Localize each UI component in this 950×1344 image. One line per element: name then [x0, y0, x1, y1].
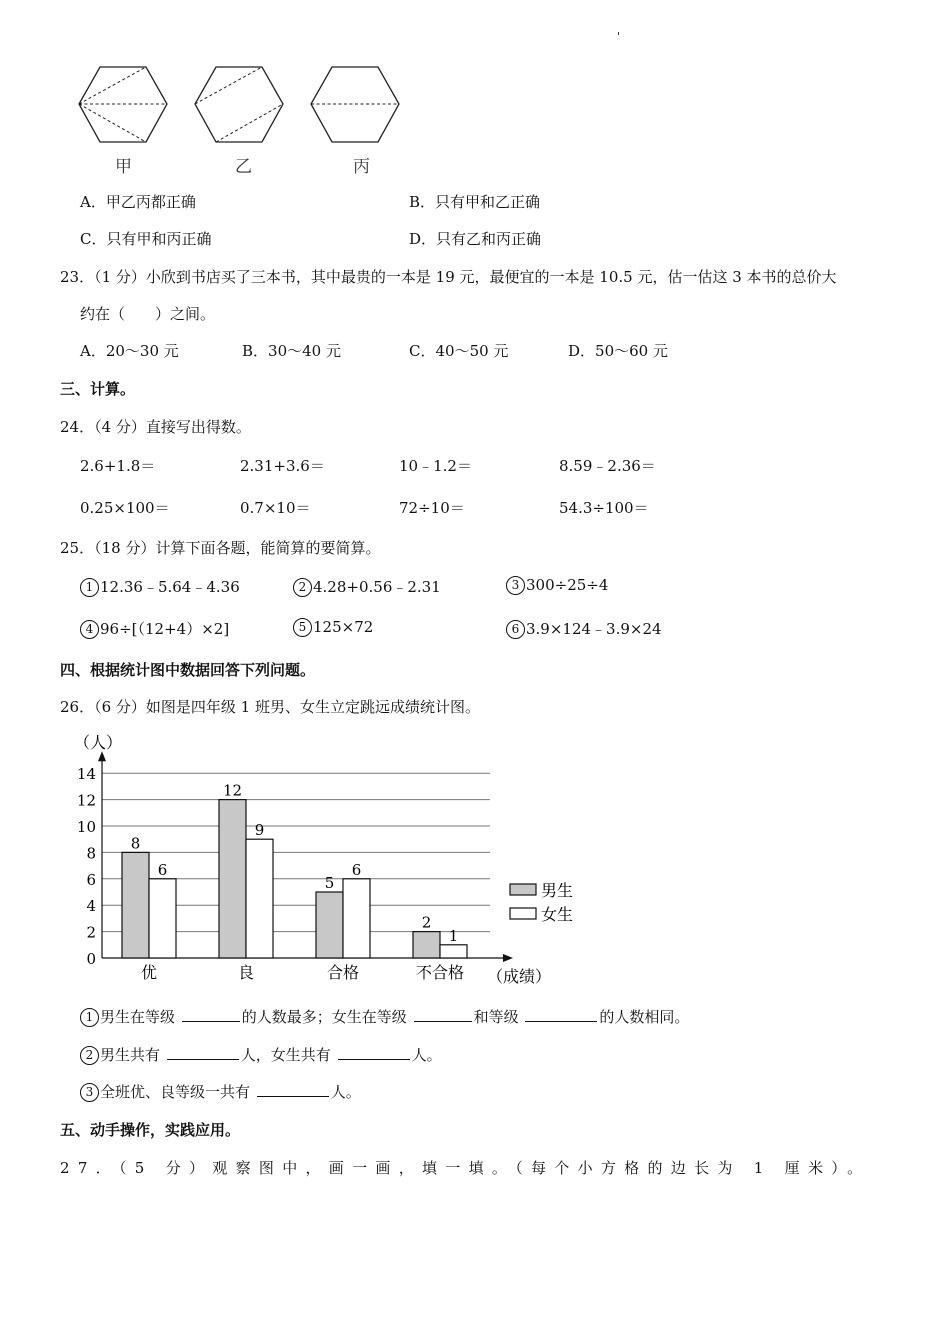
bar-value-label: 9	[254, 821, 265, 840]
bar-value-label: 6	[351, 860, 362, 879]
q22-option-c: C．只有甲和丙正确	[80, 230, 212, 248]
q24-item: 0.25×100＝	[80, 499, 170, 517]
bar-value-label: 2	[421, 913, 432, 932]
q24-item: 2.31+3.6＝	[240, 457, 325, 475]
x-axis-arrow	[503, 954, 513, 962]
bar-男生	[413, 932, 440, 958]
circled-number: 1	[80, 1008, 99, 1027]
y-tick-label: 12	[76, 791, 96, 810]
q25-item-1: 1 12.36﹣5.64﹣4.36	[80, 576, 240, 597]
q24-item: 0.7×10＝	[240, 499, 311, 517]
answer-blank[interactable]	[257, 1082, 329, 1097]
answer-blank[interactable]	[414, 1007, 472, 1022]
q22-option-d: D．只有乙和丙正确	[409, 230, 542, 248]
answer-blank[interactable]	[525, 1007, 597, 1022]
q24-item: 8.59﹣2.36＝	[559, 457, 656, 475]
circled-number: 6	[506, 620, 525, 639]
circled-number: 2	[293, 578, 312, 597]
q25-item-3: 3 300÷25÷4	[506, 576, 608, 595]
bar-value-label: 8	[130, 834, 141, 853]
x-axis-label: （成绩）	[487, 967, 552, 986]
q25-item-5: 5 125×72	[293, 618, 373, 637]
answer-blank[interactable]	[182, 1007, 240, 1022]
bar-女生	[440, 945, 467, 958]
q26-title: 26．（6 分）如图是四年级 1 班男、女生立定跳远成绩统计图。	[60, 698, 480, 716]
q24-item: 54.3÷100＝	[559, 499, 649, 517]
bar-chart	[60, 728, 620, 988]
q24-item: 10﹣1.2＝	[399, 457, 472, 475]
circled-number: 5	[293, 618, 312, 637]
y-axis-arrow	[98, 751, 106, 761]
hexagon-label-bing: 丙	[353, 157, 370, 177]
bar-男生	[122, 852, 149, 958]
circled-number: 4	[80, 620, 99, 639]
q22-option-a: A．甲乙丙都正确	[80, 193, 196, 211]
y-tick-label: 6	[86, 870, 96, 889]
x-category-label: 合格	[326, 963, 360, 982]
x-category-label: 不合格	[415, 963, 465, 982]
answer-blank[interactable]	[338, 1045, 410, 1060]
y-axis-label: （人）	[74, 733, 123, 752]
q26-sub2: 2 男生共有 人，女生共有 人。	[80, 1044, 442, 1065]
bar-男生	[219, 800, 246, 958]
hexagon-figures	[70, 62, 430, 152]
bar-value-label: 6	[157, 860, 168, 879]
bar-男生	[316, 892, 343, 958]
q23-line1: 23．（1 分）小欣到书店买了三本书，其中最贵的一本是 19 元，最便宜的一本是 10.5 元，估一估这 3 本书的总价大	[60, 268, 837, 286]
section-4-heading: 四、根据统计图中数据回答下列问题。	[60, 661, 316, 679]
bar-value-label: 5	[324, 874, 335, 892]
q26-sub1: 1 男生在等级 的人数最多；女生在等级 和等级 的人数相同。	[80, 1006, 689, 1027]
q23-line2: 约在（ ）之间。	[80, 305, 216, 323]
answer-blank[interactable]	[167, 1045, 239, 1060]
q25-item-2: 2 4.28+0.56﹣2.31	[293, 576, 441, 597]
q27-text: 27．（5 分）观察图中，画一画，填一填。（每个小方格的边长为 1 厘米）。	[60, 1159, 871, 1177]
legend-label: 男生	[541, 881, 574, 900]
q24-item: 2.6+1.8＝	[80, 457, 156, 475]
circled-number: 2	[80, 1046, 99, 1065]
y-tick-label: 0	[86, 950, 96, 968]
q25-title: 25．（18 分）计算下面各题，能简算的要简算。	[60, 539, 381, 557]
q23-option-c: C．40～50 元	[409, 342, 509, 360]
legend-swatch	[510, 884, 536, 895]
y-tick-label: 14	[76, 765, 96, 784]
hexagon-yi	[195, 67, 283, 142]
q24-title: 24．（4 分）直接写出得数。	[60, 418, 251, 436]
q22-option-b: B．只有甲和乙正确	[409, 193, 541, 211]
circled-number: 3	[506, 576, 525, 595]
y-tick-label: 8	[86, 844, 96, 863]
q23-option-a: A．20～30 元	[80, 342, 179, 360]
section-5-heading: 五、动手操作，实践应用。	[60, 1121, 241, 1139]
legend-swatch	[510, 908, 536, 919]
legend-label: 女生	[541, 905, 574, 924]
x-category-label: 优	[140, 963, 158, 982]
q26-sub3: 3 全班优、良等级一共有 人。	[80, 1081, 361, 1102]
circled-number: 3	[80, 1083, 99, 1102]
hexagon-label-jia: 甲	[115, 157, 132, 177]
q24-item: 72÷10＝	[399, 499, 465, 517]
y-tick-label: 2	[86, 923, 96, 942]
section-3-heading: 三、计算。	[60, 380, 136, 398]
bar-女生	[246, 839, 273, 958]
circled-number: 1	[80, 578, 99, 597]
q23-option-b: B．30～40 元	[242, 342, 341, 360]
y-tick-label: 10	[76, 818, 96, 836]
bar-value-label: 12	[222, 781, 243, 800]
bar-女生	[149, 879, 176, 958]
top-mark: '	[617, 30, 621, 43]
bar-value-label: 1	[448, 926, 459, 945]
q25-item-4: 4 96÷[（12+4）×2]	[80, 618, 229, 639]
q23-option-d: D．50～60 元	[568, 342, 668, 360]
x-category-label: 良	[237, 963, 255, 982]
q25-item-6: 6 3.9×124﹣3.9×24	[506, 618, 662, 639]
hexagon-bing	[311, 67, 399, 142]
hexagon-jia	[79, 67, 167, 142]
bar-女生	[343, 879, 370, 958]
y-tick-label: 4	[86, 897, 96, 916]
hexagon-label-yi: 乙	[235, 157, 252, 177]
